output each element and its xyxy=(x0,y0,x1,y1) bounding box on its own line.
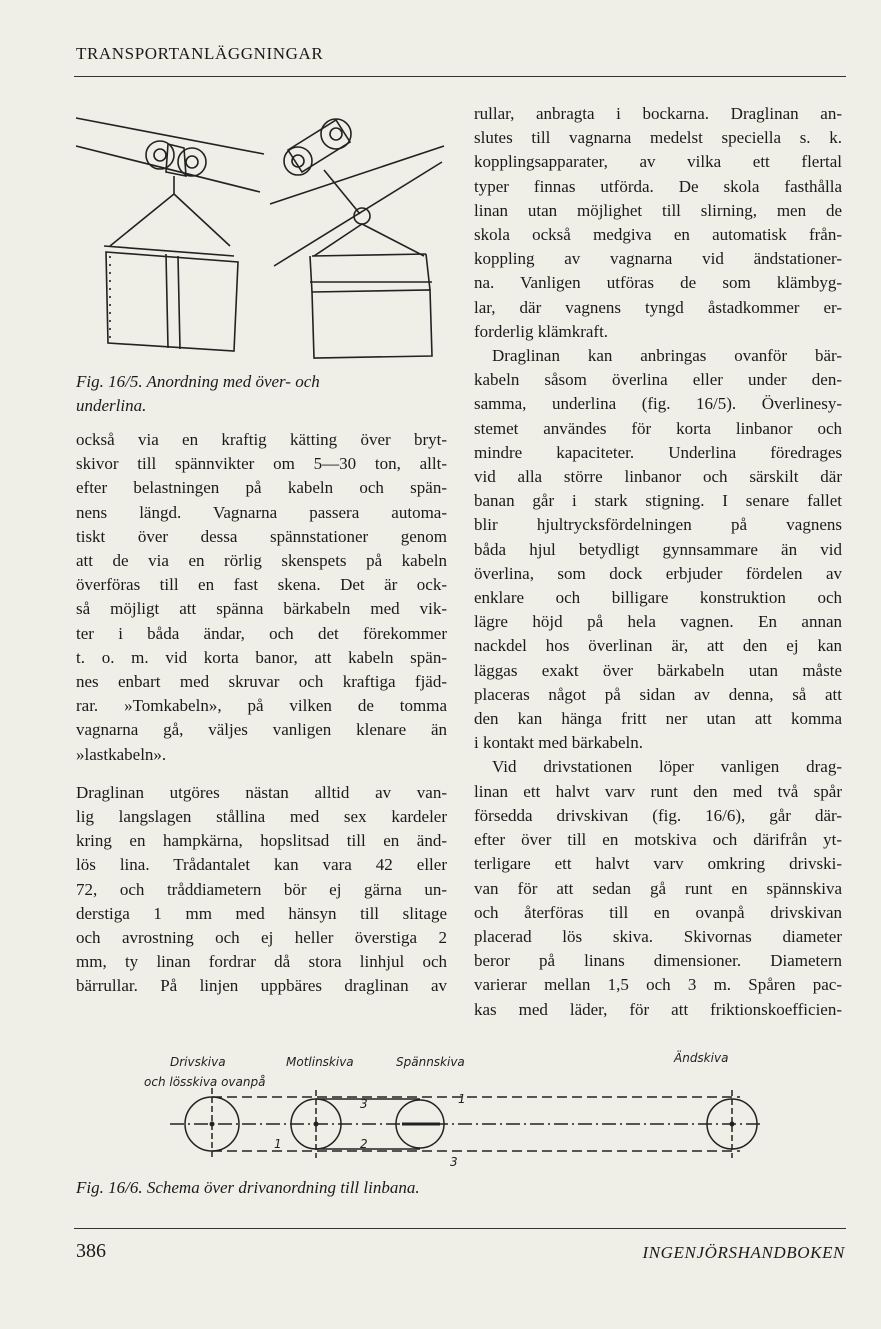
text-line: placerad lös skiva. Skivornas diameter xyxy=(474,926,842,946)
text-line: överlina, som dock erbjuder fördelen av xyxy=(474,563,842,583)
left-paragraph-1 xyxy=(76,428,447,767)
text-line: mm, ty linan fordrar då stora linhjul och xyxy=(76,952,447,972)
text-line: linan utan möjlighet till slirning, men de xyxy=(474,200,842,220)
text-line: kabeln såsom överlina eller under den- xyxy=(474,370,842,390)
label-motlinskiva: Motlinskiva xyxy=(286,1055,354,1069)
text-line: båda hjul betydligt gynnsammare än vid xyxy=(474,539,842,559)
text-line: ter i båda ändar, och det förekommer xyxy=(76,623,447,643)
text-line: kas med läder, för att friktionskoefficien- xyxy=(474,999,842,1019)
text-line: van för att sedan gå runt en spännskiva xyxy=(474,878,842,898)
text-line: t. o. m. vid korta banor, att kabeln spän- xyxy=(76,647,447,667)
text-line: och avrostning och ej heller överstiga 2 xyxy=(76,928,447,948)
bearing-cable-left xyxy=(76,118,264,154)
right-paragraph-1 xyxy=(474,102,842,344)
text-line: koppling av vagnarna vid ändstationer- xyxy=(474,249,842,269)
text-line: terligare ett halvt varv omkring drivski- xyxy=(474,854,842,874)
footer-rule xyxy=(74,1228,846,1229)
text-line: Draglinan kan anbringas ovanför bär- xyxy=(492,346,842,366)
text-line: bärrullar. På linjen uppbäres draglinan av xyxy=(76,976,447,996)
figure-16-5-illustration xyxy=(74,106,454,368)
text-line: nackdel hos överlinan är, att den ej kan xyxy=(474,636,842,656)
text-line: och återföras till en ovanpå drivskivan xyxy=(474,902,842,922)
text-line: försedda drivskivan (fig. 16/6), går där- xyxy=(474,805,842,825)
book-title: INGENJÖRSHANDBOKEN xyxy=(642,1243,845,1262)
text-line: lös lina. Trådantalet kan vara 42 eller xyxy=(76,855,447,875)
label-line-3-mid: 3 xyxy=(360,1097,368,1111)
text-line: forderlig klämkraft. xyxy=(474,321,609,341)
label-line-2: 2 xyxy=(360,1137,368,1151)
text-line: nens längd. Vagnarna passera automa- xyxy=(76,502,447,522)
caption-line: Fig. 16/5. Anordning med över- och xyxy=(76,372,320,391)
text-line: tiskt över dessa spännstationer genom xyxy=(76,526,447,546)
header-rule xyxy=(74,76,846,77)
text-line: linan ett halvt varv runt den med två spår xyxy=(474,781,842,801)
text-line: rullar, anbragta i bockarna. Draglinan an- xyxy=(474,104,842,123)
text-line: samma, underlina (fig. 16/5). Överlinesy- xyxy=(474,394,842,414)
text-line: kopplingsapparater, av vilka ett flertal xyxy=(474,152,842,172)
label-spannskiva: Spännskiva xyxy=(396,1055,465,1069)
text-line: Vid drivstationen löper vanligen drag- xyxy=(492,757,842,777)
text-line: så möjligt att spänna bärkabeln med vik- xyxy=(76,599,447,619)
text-line: placeras något på sidan av denna, så att xyxy=(474,684,842,704)
text-line: mindre kapaciteter. Underlina föredrages xyxy=(474,442,842,462)
text-line: den kan hänga fritt ner utan att komma xyxy=(474,709,842,729)
text-line: läggas exakt över bärkabeln utan måste xyxy=(474,660,842,680)
page-number: 386 xyxy=(76,1240,106,1262)
text-line: varierar mellan 1,5 och 3 m. Spåren pac- xyxy=(474,975,842,995)
text-line: »lastkabeln». xyxy=(76,744,167,764)
figure-16-6-schematic xyxy=(140,1048,780,1172)
text-line: överföras till en fast skena. Det är ock- xyxy=(76,575,447,595)
text-line: vagnarna gå, väljes vanligen klenare än xyxy=(76,720,447,740)
text-line: kring en hampkärna, hopslitsad till en änd- xyxy=(76,831,447,851)
right-column xyxy=(474,102,842,1022)
label-andskiva: Ändskiva xyxy=(674,1051,729,1065)
text-line: också via en kraftig kätting över bryt- xyxy=(76,430,447,449)
text-line: typer finnas utförda. De skola fasthålla xyxy=(474,176,842,196)
text-line: enklare och billigare konstruktion och xyxy=(474,588,842,608)
right-paragraph-3 xyxy=(474,755,842,1021)
label-drivskiva: Drivskiva xyxy=(170,1055,226,1069)
running-header: TRANSPORTANLÄGGNINGAR xyxy=(76,44,324,63)
left-paragraph-2 xyxy=(76,781,447,999)
text-line: lar, där vagnens tyngd åstadkommer er- xyxy=(474,297,842,317)
left-column xyxy=(76,428,447,999)
text-line: banan går i stark stigning. I senare fallet xyxy=(474,491,842,511)
text-line: beror på linans dimensioner. Diametern xyxy=(474,951,842,971)
caption-line: underlina. xyxy=(76,396,147,415)
text-line: na. Vanligen utföras de som klämbyg- xyxy=(474,273,842,293)
text-line: i kontakt med bärkabeln. xyxy=(474,733,644,753)
text-line: Draglinan utgöres nästan alltid av van- xyxy=(76,782,447,802)
figure-16-6-caption: Fig. 16/6. Schema över drivanordning till linbana. xyxy=(76,1178,420,1197)
text-line: efter över till en motskiva och därifrån yt- xyxy=(474,830,842,850)
text-line: skola också medgiva en automatisk från- xyxy=(474,225,842,245)
text-line: skivor till spännvikter om 5—30 ton, allt- xyxy=(76,454,447,474)
label-och-losskiva: och lösskiva ovanpå xyxy=(144,1075,266,1089)
text-line: 72, och tråddiametern bör ej gärna un- xyxy=(76,879,447,899)
label-line-1-bottom: 1 xyxy=(274,1137,282,1151)
figure-16-5-caption xyxy=(76,370,456,418)
text-line: slutes till vagnarna medelst speciella s. k. xyxy=(474,128,842,148)
text-line: efter belastningen på kabeln och spän- xyxy=(76,478,447,498)
text-line: nes enbart med skruvar och kraftiga fjäd- xyxy=(76,672,447,692)
text-line: blir hjultrycksfördelningen på vagnens xyxy=(474,515,842,535)
label-line-3-bottom: 3 xyxy=(450,1155,458,1169)
text-line: lägre höjd på hela vagnen. En annan xyxy=(474,612,842,632)
text-line: stemet användes för korta linbanor och xyxy=(474,418,842,438)
text-line: att de via en rörlig skenspets på kabeln xyxy=(76,551,447,571)
right-paragraph-2 xyxy=(474,344,842,755)
text-line: rar. »Tomkabeln», på vilken de tomma xyxy=(76,696,447,716)
label-line-1-top: 1 xyxy=(458,1092,466,1106)
text-line: vid alla större linbanor och särskilt där xyxy=(474,467,842,487)
text-line: derstiga 1 mm med hänsyn till slitage xyxy=(76,903,447,923)
text-line: lig langslagen stållina med sex kardeler xyxy=(76,807,447,827)
